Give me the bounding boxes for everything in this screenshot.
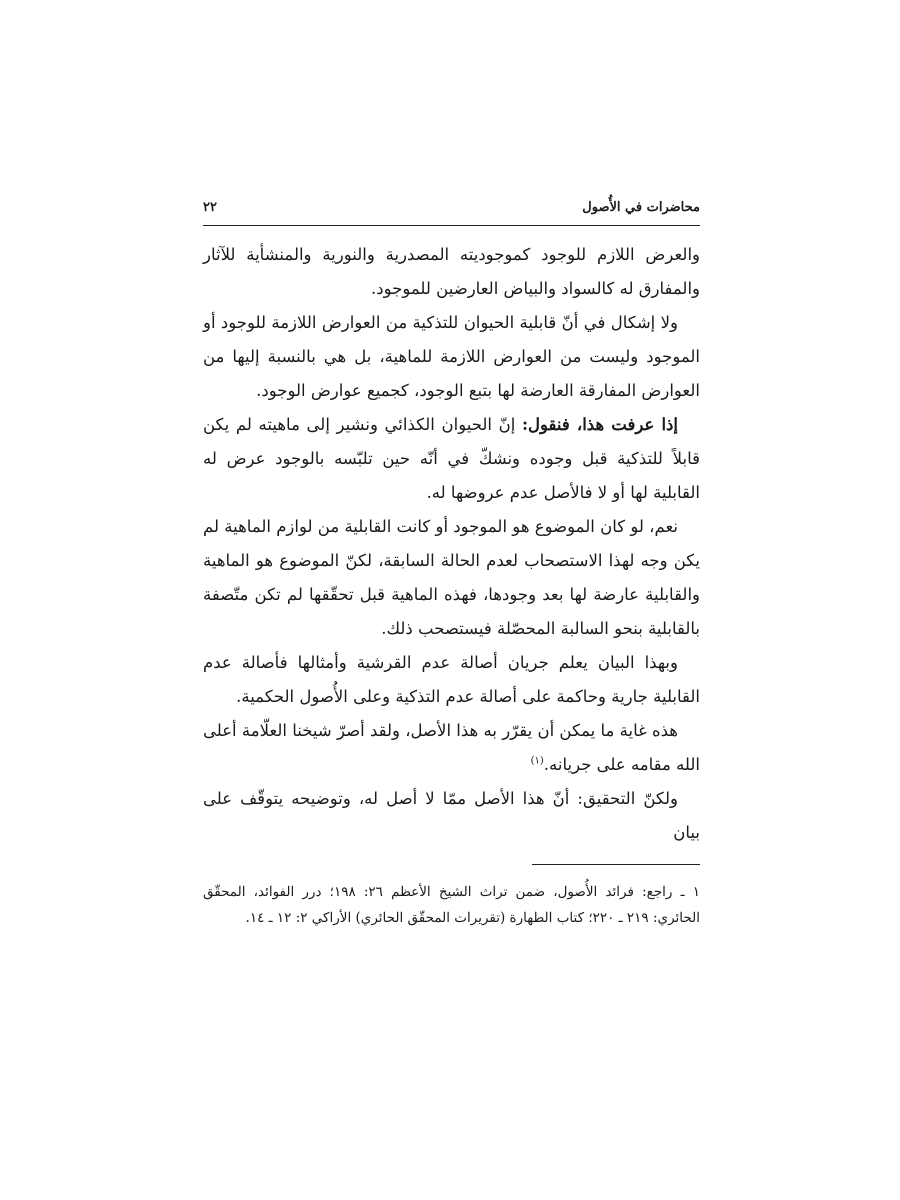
paragraph (203, 306, 700, 408)
paragraph-text: هذه غاية ما يمكن أن يقرّر به هذا الأصل، ولقد أصرّ شيخنا العلّامة أعلى الله مقامه على جريانه. (203, 721, 700, 774)
paragraph-text: نعم، لو كان الموضوع هو الموجود أو كانت القابلية من لوازم الماهية لم يكن وجه لهذا الاستصحاب لعدم الحالة السابقة، لكنّ الموضوع هو الماهية والقابلية عارضة لها بعد وجودها، فهذه الماهية قبل تحقّقها لم تكن متّصفة بالقابلية بنحو السالبة المحصّلة فيستصحب ذلك. (203, 517, 700, 638)
paragraph (203, 714, 700, 782)
paragraph-text: ولكنّ التحقيق: أنّ هذا الأصل ممّا لا أصل له، وتوضيحه يتوقّف على بيان (203, 789, 700, 842)
paragraph (203, 408, 700, 510)
footnote-separator (532, 864, 700, 865)
running-title: محاضرات في الأُصول (582, 200, 700, 215)
paragraph (203, 646, 700, 714)
book-page (203, 200, 700, 931)
paragraph-text: ولا إشكال في أنّ قابلية الحيوان للتذكية من العوارض اللازمة للوجود أو الموجود وليست من العوارض اللازمة للماهية، بل هي بالنسبة إليها من العوارض المفارقة العارضة لها بتبع الوجود، كجميع عوارض الوجود. (203, 313, 700, 400)
footnote-reference: (١) (530, 755, 544, 767)
page-number: ٢٢ (203, 200, 217, 215)
paragraph-lead-bold: إذا عرفت هذا، فنقول: (521, 415, 678, 434)
footnotes (203, 879, 700, 931)
footnote: ١ ـ راجع: فرائد الأُصول، ضمن تراث الشيخ الأعظم ٢٦: ١٩٨؛ درر الفوائد، المحقّق الحائري: ٢١٩ ـ ٢٢٠؛ كتاب الطهارة (تقريرات المحقّق الحائري) الأراكي ٢: ١٢ ـ ١٤. (203, 884, 701, 926)
running-header (203, 200, 700, 226)
paragraph (203, 782, 700, 850)
paragraph-text: إنّ الحيوان الكذائي ونشير إلى ماهيته لم يكن قابلاً للتذكية قبل وجوده ونشكّ في أنّه حين تلبّسه بالوجود عرض له القابلية لها أو لا فالأصل عدم عروضها له. (203, 415, 700, 502)
paragraph (203, 238, 700, 306)
main-text (203, 238, 700, 850)
paragraph-text: وبهذا البيان يعلم جريان أصالة عدم القرشية وأمثالها فأصالة عدم القابلية جارية وحاكمة على أصالة عدم التذكية وعلى الأُصول الحكمية. (203, 653, 700, 706)
paragraph (203, 510, 700, 646)
paragraph-text: والعرض اللازم للوجود كموجوديته المصدرية والنورية والمنشأية للآثار والمفارق له كالسواد والبياض العارضين للموجود. (203, 245, 700, 298)
